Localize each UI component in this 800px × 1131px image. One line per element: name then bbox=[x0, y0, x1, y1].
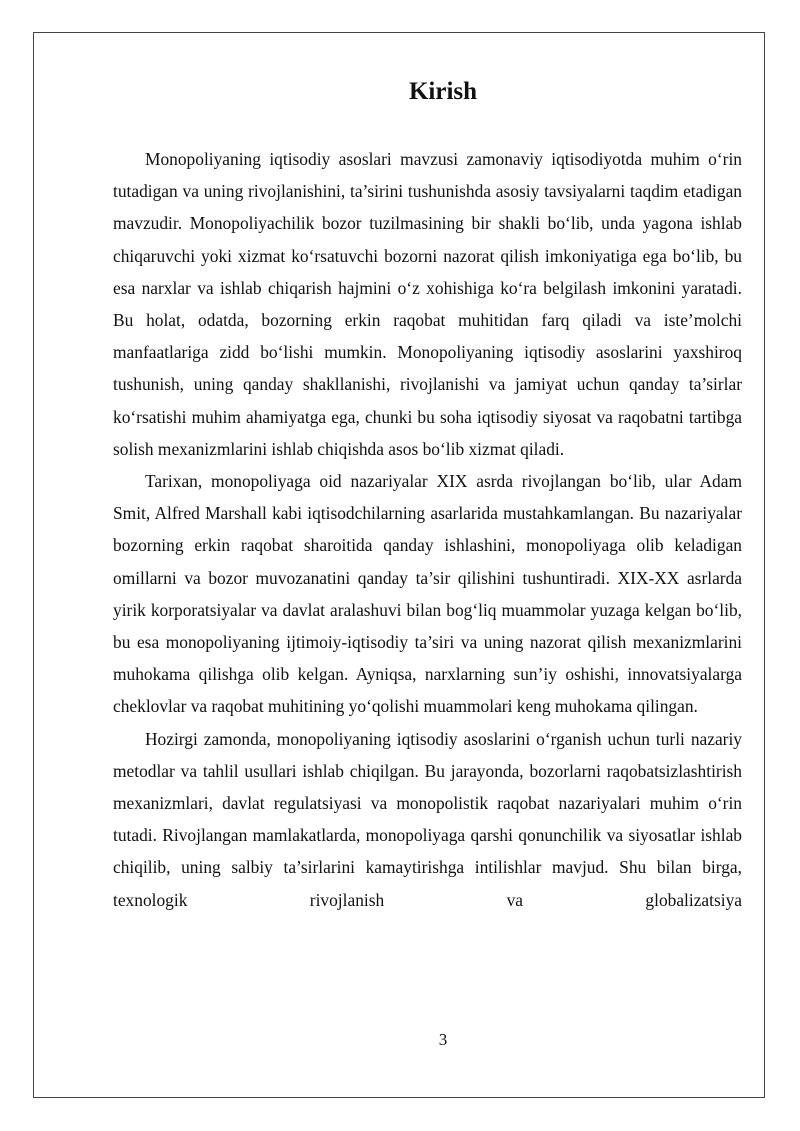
section-title: Kirish bbox=[408, 78, 478, 105]
paragraph-2: Tarixan, monopoliyaga oid nazariyalar XIX asrda rivojlangan bo‘lib, ular Adam Smit, Alfred Marshall kabi iqtisodchilarning asarlarida mustahkamlangan. Bu nazariyalar bozorning erkin raqobat sharoitida qanday ishlashini, monopoliyaga olib keladigan omillarni va bozor muvozanatini qanday ta’sir qilishini tushuntiradi. XIX-XX asrlarda yirik korporatsiyalar va davlat aralashuvi bilan bog‘liq muammolar yuzaga kelgan bo‘lib, bu esa monopoliyaning ijtimoiy-iqtisodiy ta’siri va uning nazorat qilish mexanizmlarini muhokama qilishga olib kelgan. Ayniqsa, narxlarning sun’iy oshishi, innovatsiyalarga cheklovlar va raqobat muhitining yo‘qolishi muammolari keng muhokama qilingan. bbox=[113, 471, 742, 717]
paragraph-1: Monopoliyaning iqtisodiy asoslari mavzusi zamonaviy iqtisodiyotda muhim o‘rin tutadigan va uning rivojlanishini, ta’sirini tushunishda asosiy tavsiyalarni taqdim etadigan mavzudir. Monopoliyachilik bozor tuzilmasining bir shakli bo‘lib, unda yagona ishlab chiqaruvchi yoki xizmat ko‘rsatuvchi bozorni nazorat qilish imkoniyatiga ega bo‘lib, bu esa narxlar va ishlab chiqarish hajmini o‘z xohishiga ko‘ra belgilash imkonini yaratadi. Bu holat, odatda, bozorning erkin raqobat muhitidan farq qiladi va iste’molchi manfaatlariga zidd bo‘lishi mumkin. Monopoliyaning iqtisodiy asoslarini yaxshiroq tushunish, uning qanday shakllanishi, rivojlanishi va jamiyat uchun qanday ta’sirlar ko‘rsatishi muhim ahamiyatga ega, chunki bu soha iqtisodiy siyosat va raqobatni tartibga solish mexanizmlarini ishlab chiqishda asos bo‘lib xizmat qiladi. bbox=[113, 149, 742, 459]
document-body bbox=[113, 143, 742, 916]
paragraph-3: Hozirgi zamonda, monopoliyaning iqtisodiy asoslarini o‘rganish uchun turli nazariy metodlar va tahlil usullari ishlab chiqilgan. Bu jarayonda, bozorlarni raqobatsizlashtirish mexanizmlari, davlat regulatsiyasi va monopolistik raqobat nazariyalari muhim o‘rin tutadi. Rivojlangan mamlakatlarda, monopoliyaga qarshi qonunchilik va siyosatlar ishlab chiqilib, uning salbiy ta’sirlarini kamaytirishga intilishlar mavjud. Shu bilan birga, texnologik rivojlanish va globalizatsiya bbox=[113, 728, 742, 910]
page-number: 3 bbox=[438, 1030, 448, 1049]
